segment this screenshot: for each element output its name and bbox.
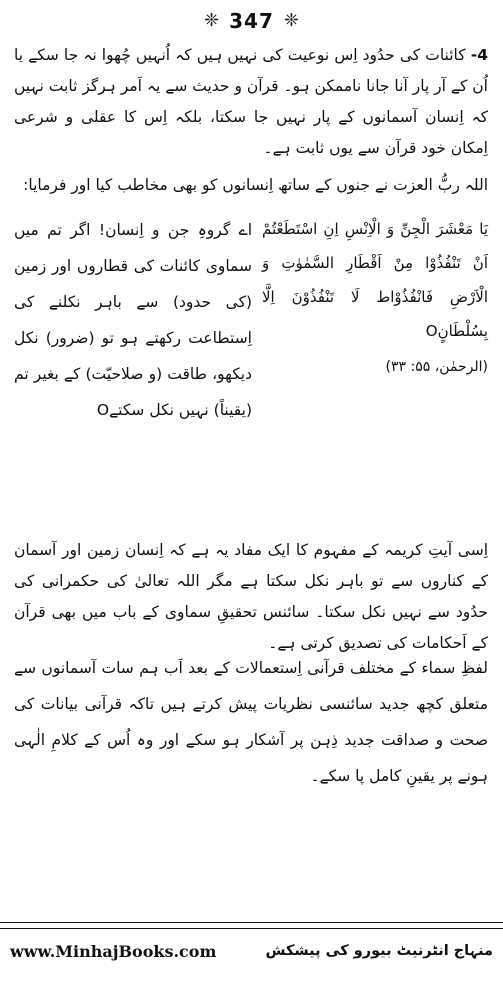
page-footer — [0, 934, 503, 968]
ornament-left-icon: ❈ — [204, 10, 220, 31]
point-number: 4- — [470, 46, 488, 64]
verse-arabic: يَا مَعْشَرَ الْجِنِّ وَ الْاِنْسِ اِنِ اسْتَطَعْتُمْ اَنْ تَنْفُذُوْا مِنْ اَقْطَارِ السَّمٰوٰتِ وَ الْاَرْضِ فَانْفُذُوْاط لَا تَنْفُذُوْنَ اِلَّا بِسُلْطَانٍO — [262, 220, 488, 340]
verse-block — [262, 212, 488, 384]
page-header — [0, 6, 503, 36]
paragraph-seven-heavens: لفظِ سماء کے مختلف قرآنی اِستعمالات کے بعد اَب ہم سات آسمانوں سے متعلق کچھ جدید سائنسی نظریات پیش کرتے ہیں تاکہ قرآنی بیانات کی صحت و صداقت جدید ذِہن پر آشکار ہو سکے اور وہ اُس کے کلامِ الٰہی ہونے پر یقینِ کامل پا سکے۔ — [14, 659, 488, 785]
paragraph-text: کائنات کی حدُود اِس نوعیت کی نہیں ہیں کہ اُنہیں چُھوا نہ جا سکے یا اُن کے آر پار آنا جانا ناممکن ہو۔ قرآن و حدیث سے یہ اَمر ہرگز ثابت نہیں کہ اِنسان آسمانوں کے پار نہیں جا سکتا، بلکہ اِس کا عقلی و شرعی اِمکان خود قرآن سے یوں ثابت ہے۔ — [14, 46, 488, 157]
website-link[interactable]: www.MinhajBooks.com — [10, 941, 217, 961]
ornament-right-icon: ❈ — [283, 10, 299, 31]
publisher-credit: منہاج انٹرنیٹ بیورو کی پیشکش — [265, 943, 493, 959]
intro-line: اللہ ربُّ العزت نے جنوں کے ساتھ اِنسانوں کو بھی مخاطب کیا اور فرمایا: — [23, 176, 488, 194]
footer-divider — [0, 922, 503, 923]
verse-reference: (الرحمٰن، ۵۵: ۳۳) — [385, 359, 488, 375]
page-number: 347 — [229, 9, 274, 33]
verse-translation: اے گروہِ جن و اِنسان! اگر تم میں سماوی کائنات کی قطاروں اور زمین (کی حدود) سے باہر نکلنے کی اِستطاعت رکھتے ہو تو (ضرور) نکل دیکھو، طاقت (و صلاحیّت) کے بغیر تم (یقیناً) نہیں نکل سکتےO — [14, 221, 252, 419]
paragraph-point-4 — [14, 40, 488, 164]
footer-divider-2 — [0, 928, 503, 929]
paragraph-meaning: اِسی آیتِ کریمہ کے مفہوم کا ایک مفاد یہ ہے کہ اِنسان زمین اور آسمان کے کناروں سے تو باہر نکل سکتا ہے مگر اللہ تعالیٰ کی حکمرانی کی حدُود سے نہیں نکل سکتا۔ سائنس تحقیقِ سماوی کے باب میں بھی قرآن کے اَحکامات کی تصدیق کرتی ہے۔ — [14, 541, 488, 652]
